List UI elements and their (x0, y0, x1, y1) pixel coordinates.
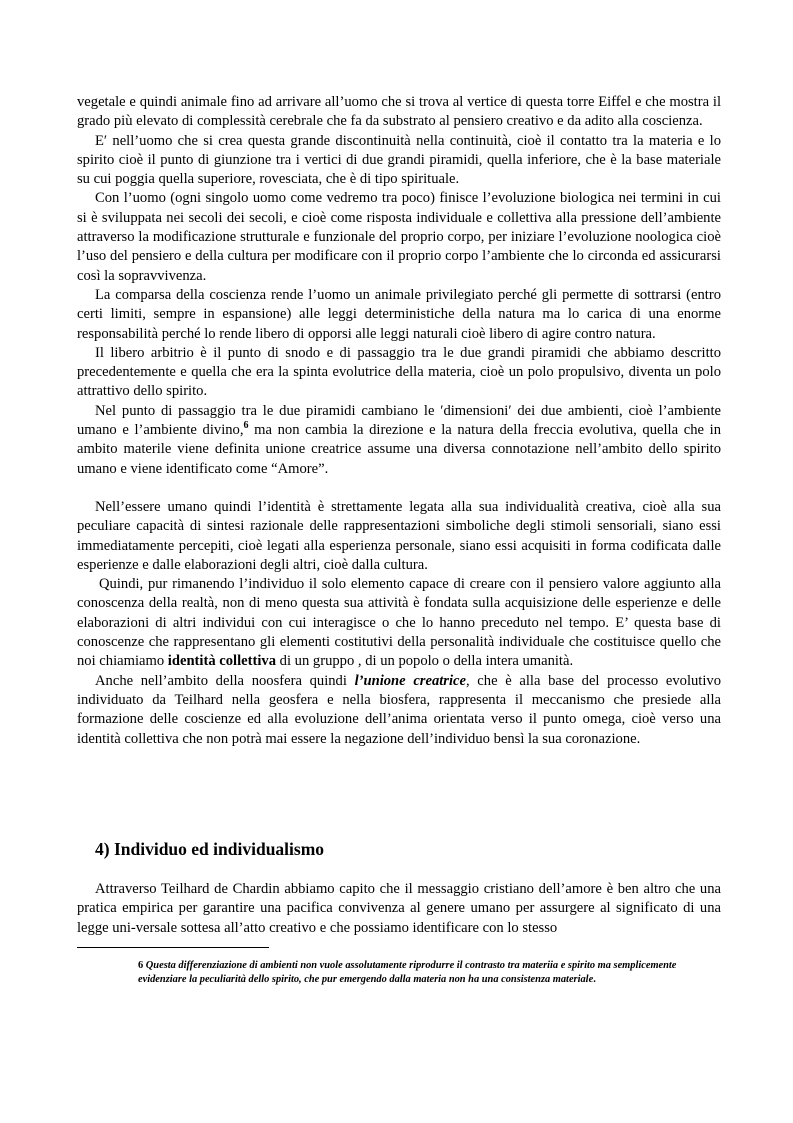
paragraph-3: Con l’uomo (ogni singolo uomo come vedremo tra poco) finisce l’evoluzione biologica nei termini in cui si è sviluppata nei secoli dei secoli, e cioè come risposta individuale e collettiva alla pressione dell’ambiente attraverso la modificazione strutturale e funzionale del proprio corpo, per iniziare l’evoluzione noologica cioè l’uso del pensiero e della cultura per modificare con il proprio corpo l’ambiente che lo circonda ed assicurarsi così la sopravvivenza. (77, 190, 721, 284)
bold-term-identita-collettiva: identità collettiva (167, 653, 277, 670)
body-text (77, 93, 721, 749)
paragraph-9 (77, 672, 721, 749)
footnote-reference[interactable]: 6 (243, 420, 249, 432)
footnote-separator (77, 947, 269, 948)
section-heading: 4) Individuo ed individualismo (95, 839, 325, 859)
paragraph-6-text-b: ma non cambia la direzione e la natura della freccia evolutiva, quella che in ambito materile viene definita unione creatrice assume una diversa connotazione nell’ambito dello spirito umano e viene identificato come “Amore”. (77, 422, 721, 477)
paragraph-2: E′ nell’uomo che si crea questa grande discontinuità nella continuità, cioè il contatto tra la materia e lo spirito cioè il punto di giunzione tra i vertici di due grandi piramidi, quella inferiore, che è la base materiale su cui poggia quella superiore, rovesciata, che è di tipo spirituale. (77, 132, 721, 188)
paragraph-6 (77, 402, 721, 479)
footnote-end: . (593, 973, 596, 985)
paragraph-5: Il libero arbitrio è il punto di snodo e di passaggio tra le due grandi piramidi che abbiamo descritto precedentemente e quella che era la spinta evolutrice della materia, cioè un polo propulsivo, diventa un polo attrattivo dello spirito. (77, 344, 721, 400)
paragraph-8 (77, 575, 721, 671)
bold-italic-term-unione-creatrice: l’unione creatrice (354, 672, 466, 689)
paragraph-9-text-a: Anche nell’ambito della noosfera quindi (95, 672, 355, 689)
paragraph-9-text-b: , che è alla base del processo evolutivo individuato da Teilhard nella geosfera e nella biosfera, rappresenta il meccanismo che presiede alla formazione delle coscienze ed alla evoluzione dell’anima orientata verso il punto omega, cioè verso una identità collettiva che non potrà mai essere la negazione dell’individuo bensì la sua coronazione. (77, 672, 721, 747)
footnote-text: Questa differenziazione di ambienti non vuole assolutamente riprodurre il contrasto tra materiia e spirito ma semplicemente evidenziare la peculiarità dello spirito, che pur emergendo dalla materia non ha una consistenza materiale (138, 960, 677, 985)
paragraph-10: Attraverso Teilhard de Chardin abbiamo capito che il messaggio cristiano dell’amore è ben altro che una pratica empirica per garantire una pacifica convivenza al genere umano per assurgere al significato di una legge uni-versale sottesa all’atto creativo e che possiamo identificare con lo stesso (77, 881, 721, 936)
paragraph-6-text-a: Nel punto di passaggio tra le due piramidi cambiano le ′dimensioni′ dei due ambienti, cioè l’ambiente umano e l’ambiente divino, (77, 402, 721, 439)
paragraph-4: La comparsa della coscienza rende l’uomo un animale privilegiato perché gli permette di sottrarsi (entro certi limiti, sempre in espansione) alle leggi deterministiche della natura ma lo carica di una enorme responsabilità perché lo rende libero di opporsi alle leggi naturali cioè libero di agire contro natura. (77, 286, 721, 342)
paragraph-1: vegetale e quindi animale fino ad arrivare all’uomo che si trova al vertice di questa torre Eiffel e che mostra il grado più elevato di complessità cerebrale che fa da substrato al pensiero creativo e da adito alla coscienza. (77, 94, 721, 130)
section-body (77, 880, 721, 938)
footnote-number: 6 (138, 960, 144, 971)
footnote (138, 959, 708, 986)
paragraph-7: Nell’essere umano quindi l’identità è strettamente legata alla sua individualità creativa, cioè alla sua peculiare capacità di sintesi razionale delle rappresentazioni simboliche degli stimoli sensoriali, siano essi immediatamente percepiti, cioè legati alla esperienza personale, siano essi acquisiti in forma codificata dalle esperienze e dalle elaborazioni degli altri, cioè dalla cultura. (77, 498, 721, 573)
paragraph-8-text-a: Quindi, pur rimanendo l’individuo il solo elemento capace di creare con il pensiero valore aggiunto alla conoscenza della realtà, non di meno questa sua attività è fondata sulla acquisizione delle esperienze e delle elaborazioni di altri individui con cui interagisce o che lo hanno preceduto nel tempo. E’ questa base di conoscenze che rappresentano gli elementi costitutivi della personalità individuale che costituisce quello che noi chiamiamo (77, 576, 721, 670)
paragraph-8-text-b: di un gruppo , di un popolo o della intera umanità. (276, 653, 574, 670)
